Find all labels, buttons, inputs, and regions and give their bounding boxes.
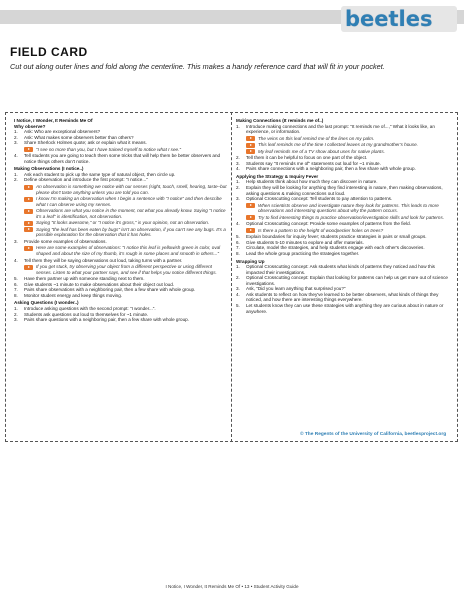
list-item: 2. Students ask questions out loud to themselves for ~1 minute. bbox=[14, 311, 149, 317]
list-item: 3. Ask, "Did you learn anything that surprised you?" bbox=[236, 286, 346, 292]
play-icon bbox=[24, 185, 33, 190]
section-heading: Wrapping Up bbox=[236, 258, 265, 264]
note: My leaf reminds me of a TV show about uses for native plants. bbox=[246, 149, 452, 155]
list-item: 8. Lead the whole group practicing the strategies together. bbox=[236, 251, 360, 257]
list-item: 3. Students say "It reminds me of" statements out loud for ~1 minute. bbox=[236, 160, 381, 166]
list-item: 1. Introduce asking questions with the second prompt: "I wonder...". bbox=[14, 305, 156, 311]
note: This leaf reminds me of the time I collected leaves at my grandmother's house. bbox=[246, 142, 452, 148]
section-heading: Making Connections (It reminds me of..) bbox=[236, 118, 324, 123]
list-item: 2. Explain they will be looking for anything they find interesting in nature, then making observations, asking questions & making connections out loud. bbox=[236, 185, 443, 196]
list-item: 3. Pairs share questions with a neighboring pair, then a few share with whole group. bbox=[14, 317, 189, 323]
section-heading: Why observe? bbox=[14, 123, 46, 129]
note: Saying "the leaf has been eaten by bugs" isn't an observation, if you can't see any bugs. It's a possible explanation for the observation that it has holes. bbox=[24, 227, 227, 238]
section-heading: Asking Questions (I wonder..) bbox=[14, 300, 79, 306]
list-item: 4. Optional Crosscutting concept: Provide some examples of patterns from the field. bbox=[236, 221, 411, 227]
note: I know I'm making an observation when I begin a sentence with "I notice" and then describe what I can observe using my senses. bbox=[24, 196, 227, 207]
play-icon bbox=[24, 197, 33, 202]
list-item: 5. Let students know they can use these strategies with anything they are curious about in nature or anywhere. bbox=[236, 302, 444, 314]
list-item: 2. Optional Crosscutting concept: Explain that looking for patterns can help us get more out of science investigations. bbox=[236, 275, 448, 286]
note: "I see no more than you, but I have trained myself to notice what I see." bbox=[24, 147, 227, 153]
list-item: 1. Ask: Who are exceptional observers? bbox=[14, 129, 101, 135]
note: An observation is something we notice with our senses (sight, touch, smell, hearing, taste–but please don't taste anything unless you are told you can. bbox=[24, 184, 227, 195]
list-item: 3. Share Sherlock Holmes quote; ask or explain what it means. bbox=[14, 140, 147, 146]
play-icon bbox=[246, 136, 255, 141]
play-icon bbox=[246, 149, 255, 154]
list-item: 6. Give students 5-10 minutes to explore and offer materials. bbox=[236, 239, 364, 245]
note: When scientists observe and investigate nature they look for patterns. This leads to more observations and interesting questions about why the pattern occurs. bbox=[246, 203, 452, 214]
list-item: 4. Pairs share connections with a neighboring pair, then a few share with whole group. bbox=[236, 166, 416, 172]
copyright-credit: © The Regents of the University of California, beetlesproject.org bbox=[300, 432, 447, 437]
note: Observations are what you notice in the moment, not what you already know. Saying "I notice it's a leaf" is identification, not observation. bbox=[24, 208, 227, 219]
list-item: 3. Optional Crosscutting concept: Tell students to pay attention to patterns. bbox=[236, 196, 393, 202]
list-item: 2. Tell them it can be helpful to focus on one part of the object. bbox=[236, 155, 368, 161]
note: The veins on this leaf remind me of the lines on my palm. bbox=[246, 136, 452, 142]
list-item: 8. Monitor student energy and keep things moving. bbox=[14, 292, 123, 298]
play-icon bbox=[246, 215, 255, 220]
list-item: 3. Provide some examples of observations. bbox=[14, 238, 107, 244]
page-subtitle: Cut out along outer lines and fold along the centerline. This makes a handy reference card that will fit in your pocket. bbox=[10, 62, 385, 71]
list-item: 2. Define observation and introduce the first prompt: "I notice..." bbox=[14, 177, 148, 183]
play-icon bbox=[246, 143, 255, 148]
play-icon bbox=[246, 228, 255, 233]
play-icon bbox=[246, 203, 255, 208]
list-item: 1. Introduce making connections and the last prompt: "It reminds me of...," What it looks like, an experience, or information. bbox=[236, 123, 435, 135]
list-item: 2. Ask: What makes some observers better than others? bbox=[14, 134, 134, 140]
note: Is there a pattern to the height of woodpecker holes on trees? bbox=[246, 228, 452, 234]
list-item: 5. Explain boundaries for inquiry fever; students practice strategies in pairs or small groups. bbox=[236, 234, 427, 240]
play-icon bbox=[24, 209, 33, 214]
note: Saying "It looks awesome," or "I notice it's gross," is your opinion, not an observation. bbox=[24, 220, 227, 226]
list-item: 5. Have them partner up with someone standing next to them. bbox=[14, 276, 145, 282]
card-main-heading: I Notice, I Wonder, It Reminds Me Of bbox=[14, 118, 93, 123]
play-icon bbox=[24, 147, 33, 152]
beetles-logo bbox=[341, 6, 457, 32]
play-icon bbox=[24, 246, 33, 251]
note: If you get stuck, try observing your object from a different perspective or using different senses. Listen to what your partner says, and see if that helps you notice different things. bbox=[24, 264, 227, 275]
play-icon bbox=[24, 265, 33, 270]
list-item: 4. Ask students to reflect on how they've learned to be better observers, what kinds of things they noticed, and how there are interesting things everywhere. bbox=[236, 291, 439, 303]
card-right-column bbox=[236, 118, 452, 314]
list-item: 6. Give students ~1 minute to make observations about their object out loud. bbox=[14, 281, 175, 287]
list-item: 7. Circulate, model the strategies, and help students engage with each other's discoveries. bbox=[236, 245, 425, 251]
list-item: 7. Pairs share observations with a neighboring pair, then a few share with whole group. bbox=[14, 287, 196, 293]
section-heading: Making Observations (I notice..) bbox=[14, 166, 84, 172]
note: Here are some examples of observations: "I notice this leaf is yellowish green in color, oval shaped and about the size of my thumb, it's rough in some places and smooth in others..." bbox=[24, 245, 227, 256]
fold-centerline bbox=[231, 112, 232, 442]
logo-text: beetles bbox=[345, 7, 433, 31]
list-item: 1. Ask each student to pick up the same type of natural object, then circle up. bbox=[14, 171, 176, 177]
card-left-column bbox=[14, 118, 227, 323]
section-heading: Applying the Strategy & Inquiry Fever bbox=[236, 173, 319, 179]
list-item: 1. Help students think about how much they can discover in nature. bbox=[236, 179, 378, 185]
list-item: 1. Optional Crosscutting concept: Ask students what kinds of patterns they noticed and how this impacted their investigations. bbox=[236, 264, 435, 275]
play-icon bbox=[24, 221, 33, 226]
header-bar bbox=[0, 10, 400, 24]
list-item: 4. Tell them they will be saying observations out loud, taking turns with a partner. bbox=[14, 257, 183, 263]
note: Try to find interesting things to practice observation/investigation skills and look for patterns. bbox=[246, 215, 452, 221]
page-footer: I Notice, I Wonder, It Reminds Me Of • 13 • Student Activity Guide bbox=[165, 584, 299, 589]
page-title: FIELD CARD bbox=[10, 45, 88, 59]
play-icon bbox=[24, 227, 33, 232]
list-item: 4. Tell students you are going to teach them some tricks that will help them be better observers and notice things others don't notice. bbox=[14, 153, 221, 164]
